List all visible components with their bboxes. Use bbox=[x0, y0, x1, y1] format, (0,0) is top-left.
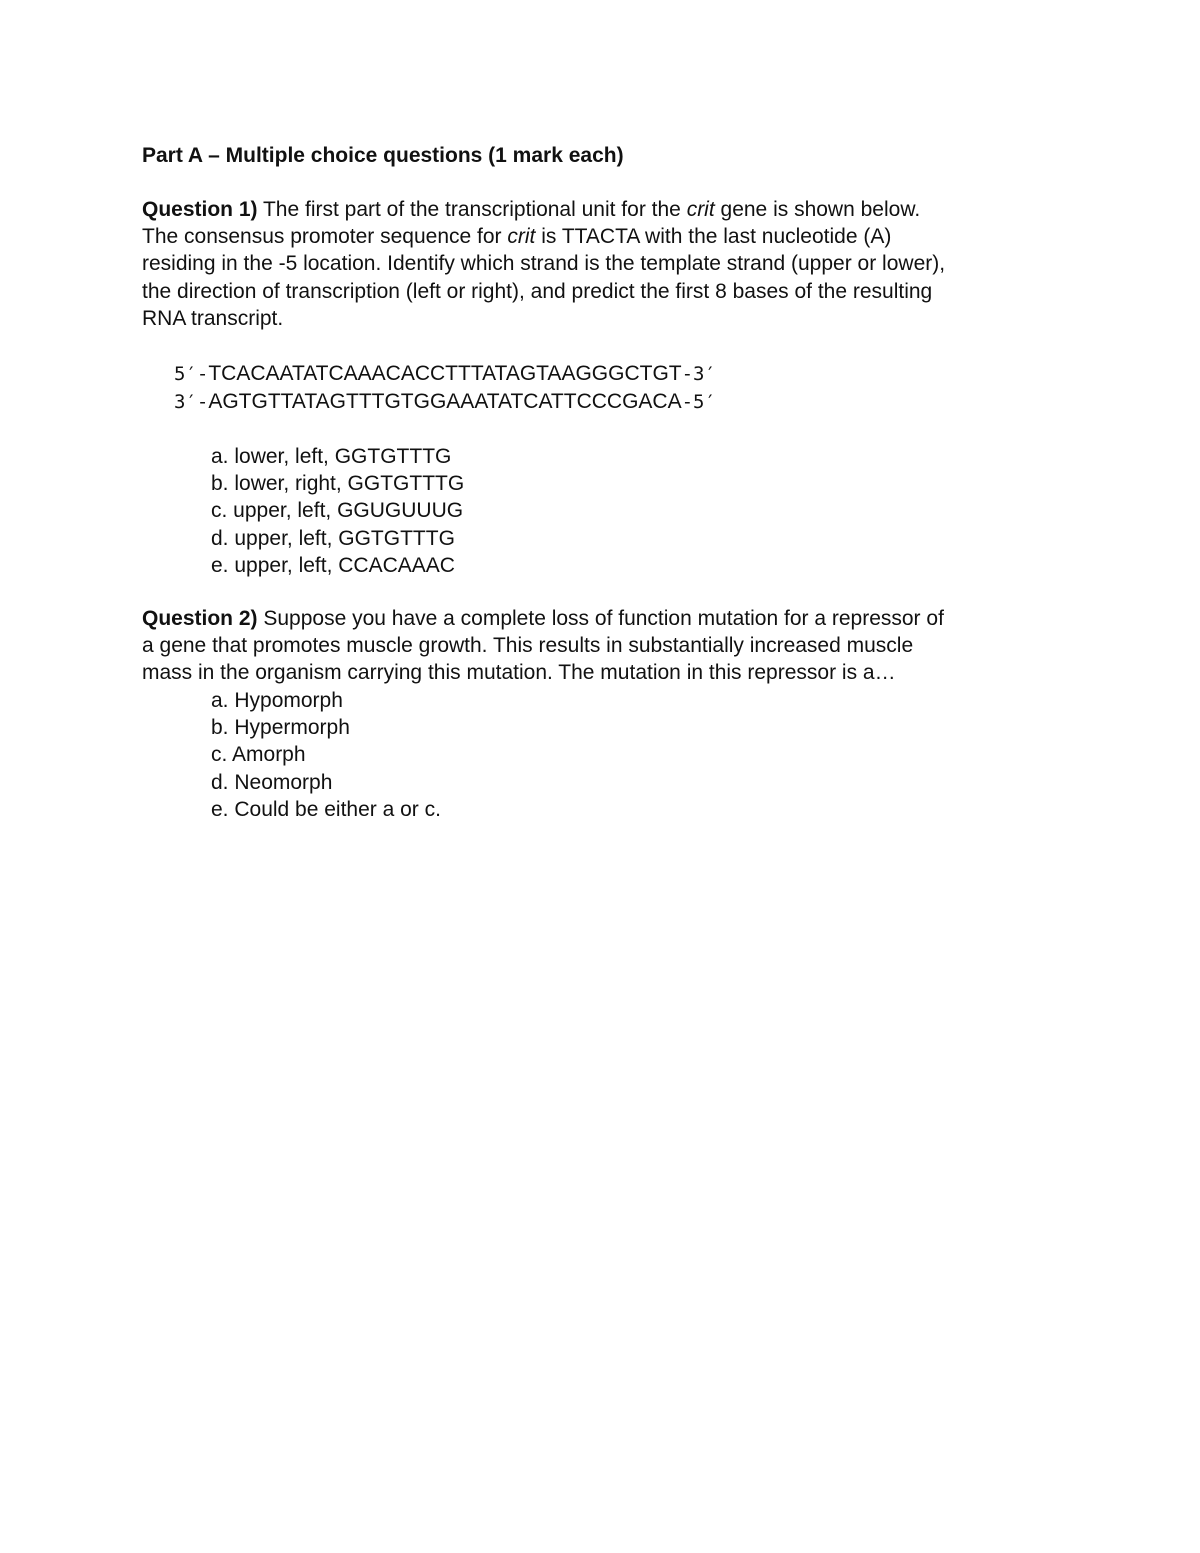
question-1-text-fragment: gene is shown below. bbox=[714, 198, 921, 221]
answer-option: d. upper, left, GGTGTTTG bbox=[211, 526, 455, 550]
lower-strand bbox=[174, 388, 716, 416]
answer-option: e. upper, left, CCACAAAC bbox=[211, 553, 455, 577]
question-2-options bbox=[211, 687, 441, 823]
answer-option: c. upper, left, GGUGUUUG bbox=[211, 499, 464, 523]
question-2-line bbox=[142, 605, 1062, 632]
question-1-line: RNA transcript. bbox=[142, 306, 284, 330]
question-1-text bbox=[142, 196, 1062, 332]
question-1-line: the direction of transcription (left or right), and predict the first 8 bases of the resulting bbox=[142, 279, 933, 303]
part-heading: Part A – Multiple choice questions (1 mark each) bbox=[142, 144, 624, 167]
answer-option: c. Amorph bbox=[211, 743, 306, 767]
question-1-text-fragment: The consensus promoter sequence for bbox=[142, 225, 508, 249]
strand-prefix: 5′- bbox=[174, 363, 209, 385]
question-2-line: a gene that promotes muscle growth. This results in substantially increased muscle bbox=[142, 634, 914, 658]
question-2-text bbox=[142, 605, 1062, 687]
question-2-text-fragment: Suppose you have a complete loss of function mutation for a repressor of bbox=[257, 607, 944, 630]
dna-sequence-block bbox=[174, 360, 716, 416]
question-1-text-fragment: is TTACTA with the last nucleotide (A) bbox=[535, 225, 892, 249]
answer-option: e. Could be either a or c. bbox=[211, 797, 441, 821]
question-1-line bbox=[142, 223, 1062, 250]
strand-sequence: AGTGTTATAGTTTGTGGAAATATCATTCCCGACA bbox=[208, 390, 682, 413]
question-1-line: residing in the -5 location. Identify which strand is the template strand (upper or lower), bbox=[142, 252, 946, 276]
question-2-label: Question 2) bbox=[142, 607, 258, 630]
strand-sequence: TCACAATATCAAACACCTTTATAGTAAGGGCTGT bbox=[208, 362, 682, 385]
gene-name: crit bbox=[507, 225, 536, 249]
answer-option: b. Hypermorph bbox=[211, 716, 350, 740]
question-1-label: Question 1) bbox=[142, 198, 258, 221]
question-2-line: mass in the organism carrying this mutation. The mutation in this repressor is a… bbox=[142, 661, 896, 685]
answer-option: a. lower, left, GGTGTTTG bbox=[211, 445, 452, 468]
strand-suffix: -5′ bbox=[681, 391, 716, 413]
question-1-text-fragment: The first part of the transcriptional unit for the bbox=[257, 198, 687, 221]
answer-option: b. lower, right, GGTGTTTG bbox=[211, 472, 465, 496]
answer-option: a. Hypomorph bbox=[211, 689, 343, 712]
gene-name: crit bbox=[686, 198, 715, 221]
question-1-options bbox=[211, 443, 464, 579]
question-1-line bbox=[142, 196, 1062, 223]
strand-suffix: -3′ bbox=[681, 363, 716, 385]
strand-prefix: 3′- bbox=[174, 391, 209, 413]
upper-strand bbox=[174, 360, 716, 388]
answer-option: d. Neomorph bbox=[211, 770, 333, 794]
